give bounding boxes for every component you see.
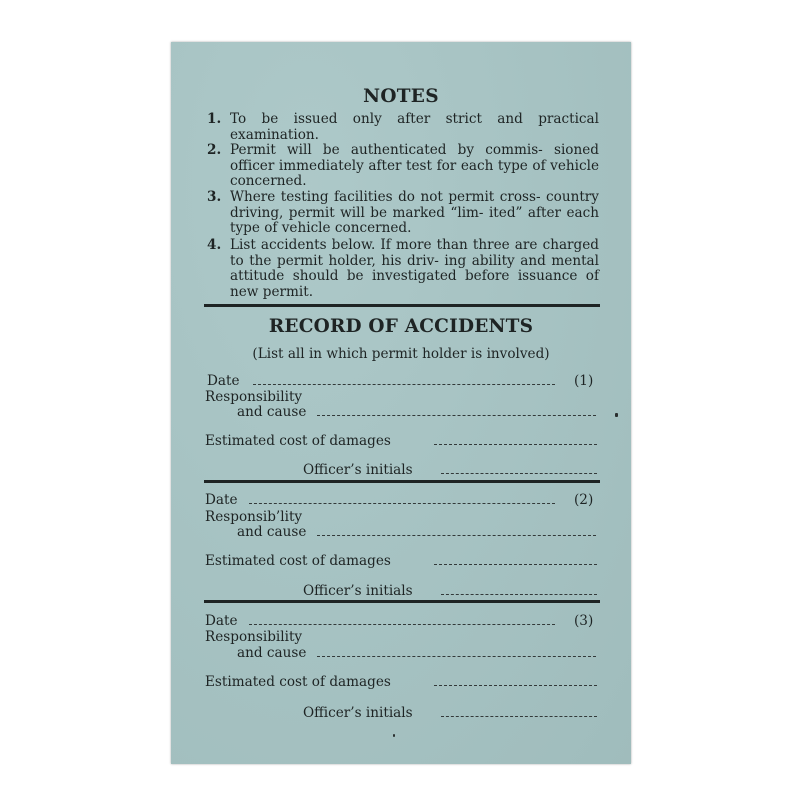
note-text: Where testing facilities do not permit cross- country driving, permit will be marked “lim- ited” after each type of vehicle concerned. [230,189,599,237]
note-text: Permit will be authenticated by commis- sioned officer immediately after test for each type of vehicle concerned. [230,142,599,190]
date-label: Date [205,492,238,508]
note-item-1 [207,112,599,143]
entry-number: (2) [574,492,594,508]
note-number: 2. [207,142,222,158]
date-field[interactable] [249,503,555,504]
cause-field[interactable] [317,656,596,657]
date-label: Date [207,373,240,389]
note-number: 1. [207,111,222,127]
note-text: To be issued only after strict and practical examination. [230,111,599,143]
responsibility-label: Responsibility [205,389,303,405]
note-number: 3. [207,189,222,205]
notes-title: NOTES [363,86,439,107]
section-divider [204,304,600,307]
date-field[interactable] [249,624,555,625]
cause-label: and cause [237,524,307,540]
cost-label: Estimated cost of damages [205,553,391,569]
initials-label: Officer’s initials [303,705,413,721]
entry-number: (3) [574,613,594,629]
note-number: 4. [207,237,222,253]
cause-label: and cause [237,404,307,420]
initials-field[interactable] [441,716,597,717]
cause-label: and cause [237,645,307,661]
initials-label: Officer’s initials [303,462,413,478]
entry-divider [204,480,600,483]
note-text: List accidents below. If more than three are charged to the permit holder, his driv- ing ability and mental attitude should be investigated before issuance of new permit. [230,237,599,300]
initials-field[interactable] [441,473,597,474]
cause-field[interactable] [317,535,596,536]
date-label: Date [205,613,238,629]
responsibility-label: Responsibility [205,629,303,645]
note-item-2 [207,143,599,190]
entry-divider [204,600,600,603]
cost-field[interactable] [434,685,597,686]
cost-label: Estimated cost of damages [205,674,391,690]
note-item-4 [207,238,599,300]
cost-field[interactable] [434,444,597,445]
record-title: RECORD OF ACCIDENTS [268,316,534,337]
record-subtitle: (List all in which permit holder is involved) [252,346,550,362]
entry-number: (1) [574,373,594,389]
print-speck [393,734,395,737]
print-speck [615,413,618,417]
note-item-3 [207,190,599,237]
permit-card [171,42,631,764]
cost-label: Estimated cost of damages [205,433,391,449]
cause-field[interactable] [317,415,596,416]
cost-field[interactable] [434,564,597,565]
date-field[interactable] [253,384,555,385]
initials-label: Officer’s initials [303,583,413,599]
initials-field[interactable] [441,594,597,595]
responsibility-label: Responsib’lity [205,509,303,525]
